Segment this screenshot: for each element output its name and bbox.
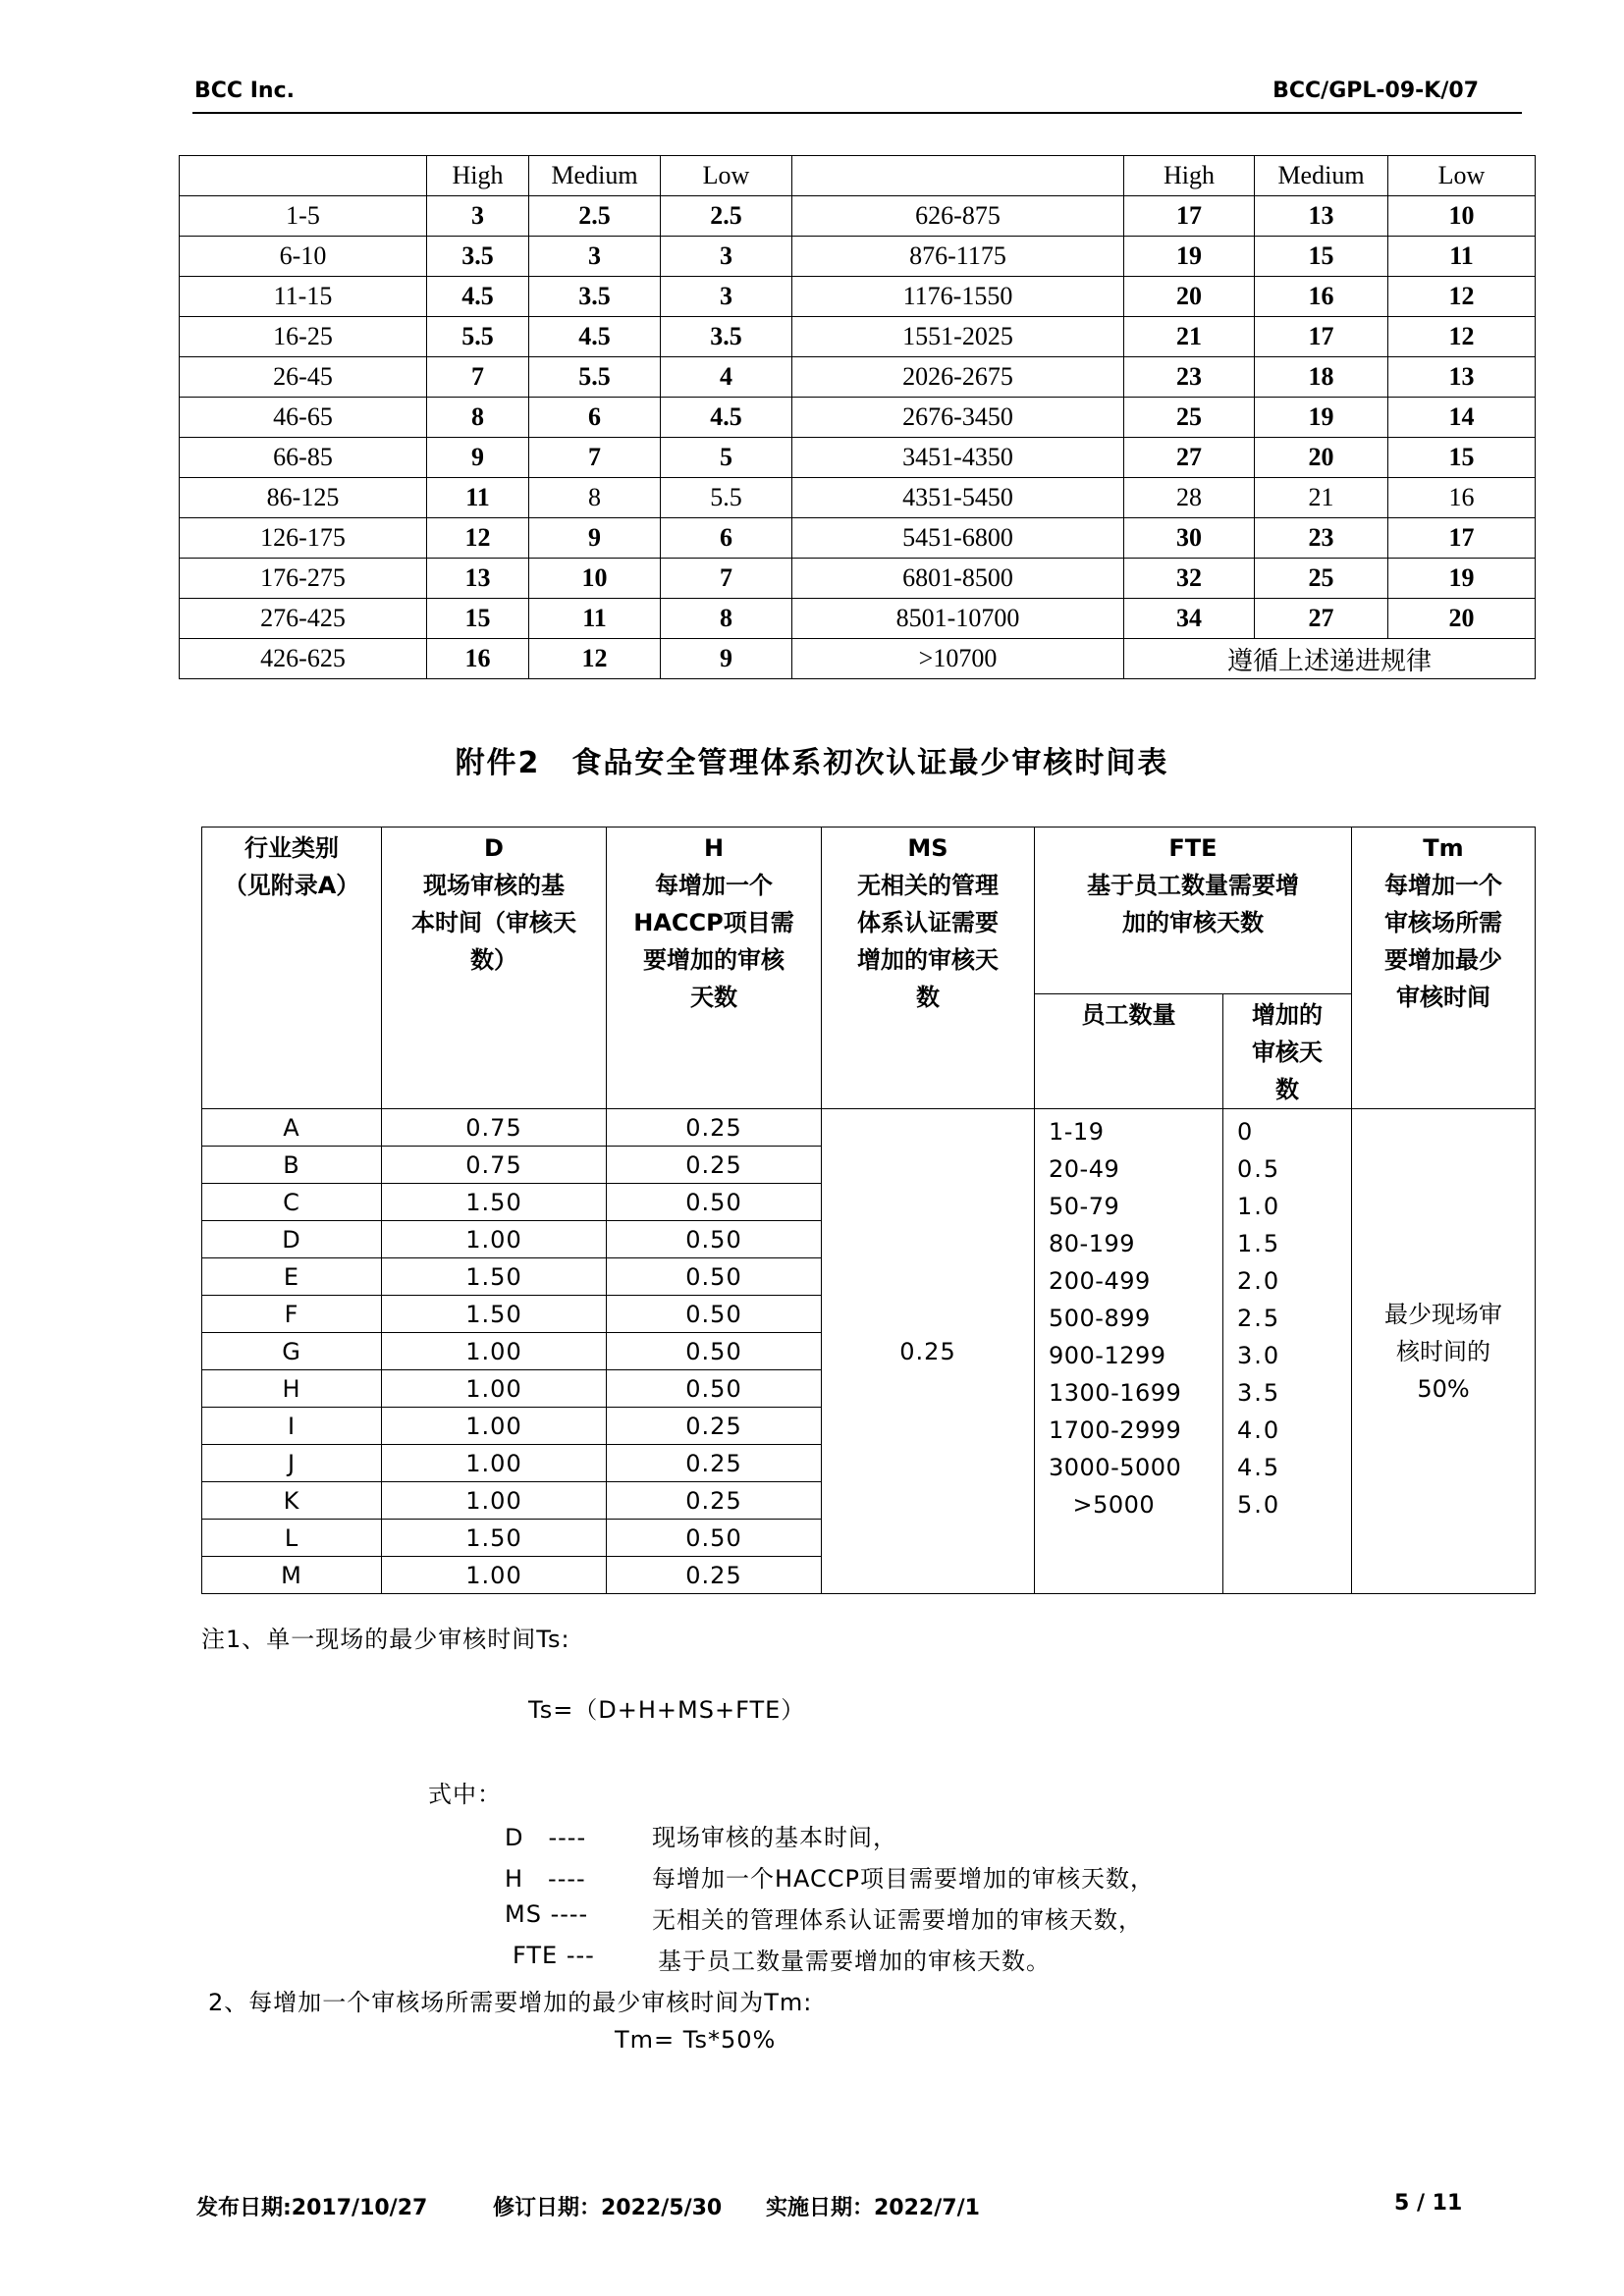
- header-line: 现场审核的基: [423, 872, 565, 899]
- value-cell: 7: [427, 357, 529, 398]
- def-term-d: D ----: [505, 1824, 587, 1851]
- value-cell: 9: [529, 518, 661, 559]
- header-line: 审核天: [1252, 1038, 1323, 1066]
- column-header: [792, 156, 1124, 196]
- value-cell: 6: [529, 398, 661, 438]
- h-value-cell: 0.25: [607, 1109, 822, 1147]
- table-row: [180, 599, 1536, 639]
- value-cell: 21: [1255, 478, 1388, 518]
- h-value-cell: 0.25: [607, 1557, 822, 1594]
- d-value-cell: 1.00: [382, 1557, 607, 1594]
- range-cell: 1176-1550: [792, 277, 1124, 317]
- h-value-cell: 0.25: [607, 1147, 822, 1184]
- table-row: [180, 196, 1536, 237]
- range-cell: >10700: [792, 639, 1124, 679]
- value-cell: 14: [1388, 398, 1536, 438]
- value-cell: 4: [661, 357, 792, 398]
- value-cell: 20: [1124, 277, 1255, 317]
- header-line: 要增加最少: [1384, 946, 1502, 974]
- header-fte-days: [1223, 993, 1352, 1108]
- formula-where: 式中：: [428, 1781, 502, 1808]
- d-value-cell: 0.75: [382, 1109, 607, 1147]
- value-cell: 7: [661, 559, 792, 599]
- fte-staff-range: 200-499: [1049, 1267, 1151, 1295]
- value-cell: 3: [529, 237, 661, 277]
- header-line: 增加的: [1252, 1000, 1323, 1029]
- value-cell: 4.5: [661, 398, 792, 438]
- h-value-cell: 0.50: [607, 1333, 822, 1370]
- value-cell: 19: [1124, 237, 1255, 277]
- category-cell: E: [202, 1258, 382, 1296]
- value-cell: 5: [661, 438, 792, 478]
- category-cell: L: [202, 1520, 382, 1557]
- table-row: [180, 317, 1536, 357]
- column-header: High: [427, 156, 529, 196]
- d-value-cell: 1.00: [382, 1445, 607, 1482]
- header-line: 数: [916, 984, 940, 1011]
- fte-days-value: 1.5: [1237, 1230, 1281, 1257]
- header-d: [382, 828, 607, 1109]
- d-value-cell: 1.50: [382, 1258, 607, 1296]
- column-header: High: [1124, 156, 1255, 196]
- header-line: H: [703, 834, 725, 862]
- value-cell: 21: [1124, 317, 1255, 357]
- range-cell: 86-125: [180, 478, 427, 518]
- d-value-cell: 1.00: [382, 1370, 607, 1408]
- fte-staff-range: 20-49: [1049, 1155, 1120, 1183]
- header-line: FTE: [1168, 834, 1218, 862]
- fte-staff-range: 900-1299: [1049, 1342, 1166, 1369]
- range-cell: 176-275: [180, 559, 427, 599]
- fte-days-value: 1.0: [1237, 1193, 1281, 1220]
- header-line: 每增加一个: [1384, 872, 1502, 899]
- value-cell: 23: [1124, 357, 1255, 398]
- header-line: 数: [1275, 1075, 1299, 1103]
- value-cell: 18: [1255, 357, 1388, 398]
- header-line: 每增加一个: [655, 872, 773, 899]
- fte-days-value: 4.0: [1237, 1416, 1281, 1444]
- value-cell: 3: [661, 277, 792, 317]
- value-cell: 7: [529, 438, 661, 478]
- value-cell: 15: [427, 599, 529, 639]
- header-line: 员工数量: [1081, 1000, 1176, 1029]
- footer-revision-date: 修订日期：2022/5/30: [493, 2196, 723, 2220]
- column-header: Low: [1388, 156, 1536, 196]
- value-cell: 8: [529, 478, 661, 518]
- value-cell: 10: [1388, 196, 1536, 237]
- formula-ts: Ts=（D+H+MS+FTE）: [528, 1696, 806, 1724]
- fte-staff-range: 1-19: [1049, 1118, 1105, 1146]
- header-line: 无相关的管理: [857, 872, 999, 899]
- header-line: 本时间（审核天: [411, 909, 576, 936]
- header-divider: [192, 112, 1522, 114]
- fte-days-value: 3.0: [1237, 1342, 1281, 1369]
- def-desc-ms: 无相关的管理体系认证需要增加的审核天数，: [652, 1906, 1143, 1934]
- fte-staff-range: 1700-2999: [1049, 1416, 1182, 1444]
- category-cell: G: [202, 1333, 382, 1370]
- header-line: 数）: [470, 946, 517, 974]
- category-cell: B: [202, 1147, 382, 1184]
- footer-issue-date: 发布日期:2017/10/27: [196, 2196, 428, 2220]
- value-cell: 12: [529, 639, 661, 679]
- value-cell: 12: [1388, 317, 1536, 357]
- value-cell: 5.5: [529, 357, 661, 398]
- fte-days-cell: [1223, 1109, 1352, 1594]
- fte-staff-range: 500-899: [1049, 1305, 1151, 1332]
- value-cell: 15: [1255, 237, 1388, 277]
- value-cell: 30: [1124, 518, 1255, 559]
- value-cell: 32: [1124, 559, 1255, 599]
- range-cell: 3451-4350: [792, 438, 1124, 478]
- value-cell: 16: [427, 639, 529, 679]
- value-cell: 20: [1388, 599, 1536, 639]
- section-title: 附件2 食品安全管理体系初次认证最少审核时间表: [455, 746, 1169, 780]
- value-cell: 20: [1255, 438, 1388, 478]
- merged-note-cell: 遵循上述递进规律: [1124, 639, 1536, 679]
- category-cell: F: [202, 1296, 382, 1333]
- range-cell: 4351-5450: [792, 478, 1124, 518]
- d-value-cell: 0.75: [382, 1147, 607, 1184]
- column-header: Medium: [529, 156, 661, 196]
- range-cell: 8501-10700: [792, 599, 1124, 639]
- h-value-cell: 0.25: [607, 1445, 822, 1482]
- def-term-fte: FTE ---: [513, 1942, 595, 1969]
- header-line: Tm: [1423, 834, 1464, 862]
- h-value-cell: 0.25: [607, 1408, 822, 1445]
- fte-days-value: 2.5: [1237, 1305, 1281, 1332]
- formula-tm: Tm= Ts*50%: [615, 2026, 777, 2054]
- table-header-row: [180, 156, 1536, 196]
- value-cell: 17: [1255, 317, 1388, 357]
- d-value-cell: 1.50: [382, 1520, 607, 1557]
- def-desc-d: 现场审核的基本时间，: [652, 1824, 897, 1851]
- tm-value-line: 核时间的: [1396, 1337, 1490, 1365]
- category-cell: D: [202, 1221, 382, 1258]
- d-value-cell: 1.00: [382, 1221, 607, 1258]
- header-line: 基于员工数量需要增: [1087, 872, 1299, 899]
- h-value-cell: 0.50: [607, 1370, 822, 1408]
- d-value-cell: 1.00: [382, 1482, 607, 1520]
- value-cell: 6: [661, 518, 792, 559]
- audit-time-table-continued: [179, 155, 1536, 679]
- range-cell: 2026-2675: [792, 357, 1124, 398]
- value-cell: 8: [661, 599, 792, 639]
- header-line: 审核场所需: [1384, 909, 1502, 936]
- value-cell: 3.5: [427, 237, 529, 277]
- header-line: 审核时间: [1396, 984, 1490, 1011]
- header-line: MS: [907, 834, 948, 862]
- h-value-cell: 0.50: [607, 1221, 822, 1258]
- value-cell: 25: [1255, 559, 1388, 599]
- header-fte: [1035, 828, 1352, 994]
- h-value-cell: 0.50: [607, 1520, 822, 1557]
- value-cell: 13: [1388, 357, 1536, 398]
- value-cell: 11: [529, 599, 661, 639]
- d-value-cell: 1.50: [382, 1296, 607, 1333]
- def-term-h: H ----: [505, 1865, 586, 1893]
- table-row: [180, 518, 1536, 559]
- table-row: [180, 438, 1536, 478]
- value-cell: 13: [427, 559, 529, 599]
- header-line: 加的审核天数: [1122, 909, 1264, 936]
- category-cell: J: [202, 1445, 382, 1482]
- value-cell: 15: [1388, 438, 1536, 478]
- fte-staff-range: 50-79: [1049, 1193, 1120, 1220]
- def-desc-fte: 基于员工数量需要增加的审核天数。: [658, 1948, 1051, 1975]
- value-cell: 17: [1124, 196, 1255, 237]
- value-cell: 10: [529, 559, 661, 599]
- category-cell: M: [202, 1557, 382, 1594]
- range-cell: 626-875: [792, 196, 1124, 237]
- h-value-cell: 0.25: [607, 1482, 822, 1520]
- table-row: [180, 478, 1536, 518]
- table-row: [180, 277, 1536, 317]
- value-cell: 11: [1388, 237, 1536, 277]
- value-cell: 9: [661, 639, 792, 679]
- table-row: [180, 357, 1536, 398]
- table-row: [180, 398, 1536, 438]
- fte-days-value: 2.0: [1237, 1267, 1281, 1295]
- def-desc-h: 每增加一个HACCP项目需要增加的审核天数，: [652, 1865, 1156, 1893]
- fte-days-value: 4.5: [1237, 1454, 1281, 1481]
- range-cell: 66-85: [180, 438, 427, 478]
- ms-value-cell: 0.25: [822, 1109, 1035, 1594]
- d-value-cell: 1.00: [382, 1408, 607, 1445]
- value-cell: 34: [1124, 599, 1255, 639]
- h-value-cell: 0.50: [607, 1184, 822, 1221]
- fte-days-value: 0.5: [1237, 1155, 1281, 1183]
- value-cell: 3: [661, 237, 792, 277]
- range-cell: 11-15: [180, 277, 427, 317]
- range-cell: 16-25: [180, 317, 427, 357]
- def-term-ms: MS ----: [505, 1900, 589, 1928]
- table-row: [180, 559, 1536, 599]
- category-cell: K: [202, 1482, 382, 1520]
- table-row: [202, 1109, 1536, 1147]
- range-cell: 876-1175: [792, 237, 1124, 277]
- range-cell: 5451-6800: [792, 518, 1124, 559]
- column-header: [180, 156, 427, 196]
- header-line: 体系认证需要: [857, 909, 999, 936]
- fte-days-value: 5.0: [1237, 1491, 1281, 1519]
- range-cell: 126-175: [180, 518, 427, 559]
- footer-page-number: 5 / 11: [1394, 2191, 1463, 2216]
- range-cell: 426-625: [180, 639, 427, 679]
- value-cell: 2.5: [661, 196, 792, 237]
- value-cell: 28: [1124, 478, 1255, 518]
- header-fte-staff: [1035, 993, 1223, 1108]
- document-code: BCC/GPL-09-K/07: [1272, 79, 1479, 103]
- note-1: 注1、单一现场的最少审核时间Ts:: [201, 1626, 570, 1653]
- fte-staff-range: 80-199: [1049, 1230, 1136, 1257]
- fte-days-value: 3.5: [1237, 1379, 1281, 1407]
- value-cell: 3: [427, 196, 529, 237]
- header-line: D: [484, 834, 504, 862]
- header-category: [202, 828, 382, 1109]
- category-cell: C: [202, 1184, 382, 1221]
- header-line: 增加的审核天: [857, 946, 999, 974]
- note-2: 2、每增加一个审核场所需要增加的最少审核时间为Tm:: [208, 1989, 813, 2016]
- header-line: 天数: [690, 984, 737, 1011]
- value-cell: 12: [427, 518, 529, 559]
- column-header: Low: [661, 156, 792, 196]
- table-row: [180, 237, 1536, 277]
- value-cell: 17: [1388, 518, 1536, 559]
- tm-value-cell: [1352, 1109, 1536, 1594]
- tm-value-line: 50%: [1417, 1374, 1470, 1403]
- d-value-cell: 1.00: [382, 1333, 607, 1370]
- value-cell: 3.5: [661, 317, 792, 357]
- fte-staff-cell: [1035, 1109, 1223, 1594]
- table-row: [180, 639, 1536, 679]
- value-cell: 12: [1388, 277, 1536, 317]
- range-cell: 276-425: [180, 599, 427, 639]
- value-cell: 16: [1255, 277, 1388, 317]
- range-cell: 6-10: [180, 237, 427, 277]
- value-cell: 11: [427, 478, 529, 518]
- value-cell: 8: [427, 398, 529, 438]
- value-cell: 5.5: [661, 478, 792, 518]
- h-value-cell: 0.50: [607, 1258, 822, 1296]
- company-name: BCC Inc.: [194, 79, 295, 103]
- category-cell: H: [202, 1370, 382, 1408]
- header-tm: [1352, 828, 1536, 1109]
- fte-staff-range: 1300-1699: [1049, 1379, 1182, 1407]
- value-cell: 5.5: [427, 317, 529, 357]
- d-value-cell: 1.50: [382, 1184, 607, 1221]
- value-cell: 23: [1255, 518, 1388, 559]
- fte-staff-range: 3000-5000: [1049, 1454, 1182, 1481]
- value-cell: 4.5: [529, 317, 661, 357]
- header-line: 行业类别: [244, 834, 339, 862]
- range-cell: 1551-2025: [792, 317, 1124, 357]
- range-cell: 26-45: [180, 357, 427, 398]
- category-cell: A: [202, 1109, 382, 1147]
- value-cell: 19: [1255, 398, 1388, 438]
- value-cell: 19: [1388, 559, 1536, 599]
- fte-staff-range: >5000: [1049, 1491, 1156, 1519]
- fsms-audit-time-table: [201, 827, 1536, 1594]
- value-cell: 13: [1255, 196, 1388, 237]
- header-line: HACCP项目需: [633, 909, 794, 936]
- tm-value-line: 最少现场审: [1384, 1300, 1502, 1328]
- header-h: [607, 828, 822, 1109]
- h-value-cell: 0.50: [607, 1296, 822, 1333]
- range-cell: 46-65: [180, 398, 427, 438]
- value-cell: 27: [1255, 599, 1388, 639]
- header-line: 要增加的审核: [643, 946, 785, 974]
- header-ms: [822, 828, 1035, 1109]
- range-cell: 1-5: [180, 196, 427, 237]
- header-line: （见附录A）: [223, 872, 360, 899]
- column-header: Medium: [1255, 156, 1388, 196]
- range-cell: 2676-3450: [792, 398, 1124, 438]
- value-cell: 16: [1388, 478, 1536, 518]
- category-cell: I: [202, 1408, 382, 1445]
- value-cell: 9: [427, 438, 529, 478]
- fte-days-value: 0: [1237, 1118, 1255, 1146]
- value-cell: 25: [1124, 398, 1255, 438]
- footer-effective-date: 实施日期：2022/7/1: [766, 2196, 980, 2220]
- value-cell: 2.5: [529, 196, 661, 237]
- value-cell: 27: [1124, 438, 1255, 478]
- value-cell: 3.5: [529, 277, 661, 317]
- range-cell: 6801-8500: [792, 559, 1124, 599]
- value-cell: 4.5: [427, 277, 529, 317]
